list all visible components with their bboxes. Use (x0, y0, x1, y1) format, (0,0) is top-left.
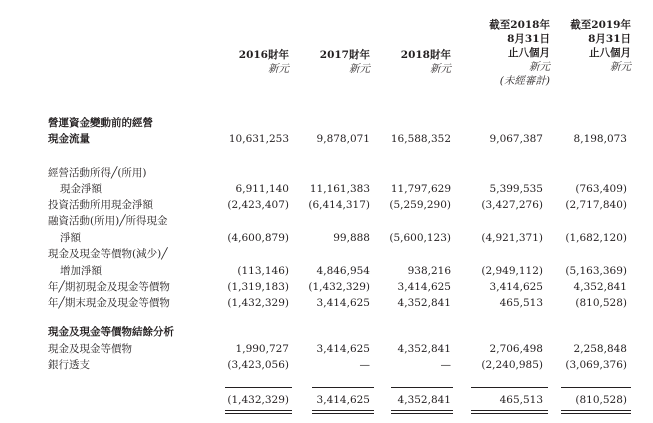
value: (5,259,290) (389, 199, 451, 211)
rule-top-col5 (561, 387, 631, 388)
value: (1,319,183) (227, 281, 289, 293)
rule-bottom-col5-b (561, 413, 631, 414)
value: (810,528) (575, 394, 627, 406)
rule-top-col3 (391, 387, 453, 388)
pre-wc-row: 現金流量 10,631,253 9,878,071 16,588,352 9,067,387 8,198,073 (48, 133, 627, 145)
value: 938,216 (407, 265, 451, 277)
value: 4,352,841 (397, 394, 451, 406)
value: (2,717,840) (565, 199, 627, 211)
rule-top-col4 (471, 387, 548, 388)
value: 3,414,625 (316, 394, 370, 406)
total-row (0, 393, 653, 408)
op-row: 現金淨額 6,911,140 11,161,383 11,797,629 5,399,535 (763,409) (60, 183, 627, 195)
rule-bottom-col4-b (471, 413, 548, 414)
fin-heading: 融資活動(所用)╱所得現金 (48, 215, 168, 227)
overdraft-row: 銀行透支 (3,423,056) — — (2,240,985) (3,069,376) (48, 359, 627, 371)
value: 2,258,848 (573, 343, 627, 355)
rule-bottom-col1-a (225, 410, 292, 411)
value: (1,432,329) (227, 394, 289, 406)
inv-row: 投資活動所用現金淨額 (2,423,407) (6,414,317) (5,259,290) (3,427,276) (2,717,840) (48, 199, 627, 211)
begin-row: 年╱期初現金及現金等價物 (1,319,183) (1,432,329) 3,414,625 3,414,625 4,352,841 (48, 281, 627, 293)
rule-bottom-col5-a (561, 410, 631, 411)
value: (5,600,123) (389, 232, 451, 244)
fin-row: 淨額 (4,600,879) 99,888 (5,600,123) (4,921,371) (1,682,120) (60, 232, 627, 244)
value: 11,797,629 (390, 183, 451, 195)
rule-top-col2 (312, 387, 374, 388)
value: (810,528) (575, 297, 627, 309)
value: 16,588,352 (390, 133, 451, 145)
header-2016: 2016財年 新元 (238, 49, 289, 75)
value: 465,513 (499, 394, 543, 406)
header-2017: 2017財年 新元 (319, 49, 370, 75)
value: (4,921,371) (481, 232, 543, 244)
pre-wc-heading: 營運資金變動前的經營 (48, 117, 153, 129)
header-2018: 2018財年 新元 (400, 49, 451, 75)
value: (1,432,329) (227, 297, 289, 309)
rule-bottom-col2-a (312, 410, 374, 411)
header-8m-2018: 截至2018年 8月31日 止八個月 新元 (未經審計) (489, 19, 550, 87)
value: 3,414,625 (489, 281, 543, 293)
value: 5,399,535 (489, 183, 543, 195)
value: 11,161,383 (309, 183, 370, 195)
rule-bottom-col3-a (391, 410, 453, 411)
value: (2,949,112) (481, 265, 543, 277)
op-heading: 經營活動所得╱(所用) (48, 167, 147, 179)
value: 2,706,498 (489, 343, 543, 355)
value: (2,423,407) (227, 199, 289, 211)
value: 1,990,727 (235, 343, 289, 355)
value: 6,911,140 (235, 183, 289, 195)
value: (3,069,376) (565, 359, 627, 371)
net-row: 增加淨額 (113,146) 4,846,954 938,216 (2,949,112) (5,163,369) (60, 265, 627, 277)
value: (6,414,317) (308, 199, 370, 211)
end-row: 年╱期末現金及現金等價物 (1,432,329) 3,414,625 4,352,841 465,513 (810,528) (48, 297, 627, 309)
value: 3,414,625 (397, 281, 451, 293)
value: 8,198,073 (573, 133, 627, 145)
header-8m-2019: 截至2019年 8月31日 止八個月 新元 (570, 19, 631, 73)
value: 10,631,253 (228, 133, 289, 145)
value: 9,878,071 (316, 133, 370, 145)
value: — (359, 359, 370, 371)
value: 4,846,954 (316, 265, 370, 277)
rule-bottom-col2-b (312, 413, 374, 414)
value: 3,414,625 (316, 297, 370, 309)
analysis-heading: 現金及現金等價物結餘分析 (48, 326, 174, 338)
value: 4,352,841 (573, 281, 627, 293)
value: 4,352,841 (397, 343, 451, 355)
rule-bottom-col1-b (225, 413, 292, 414)
value: (5,163,369) (565, 265, 627, 277)
value: (113,146) (237, 265, 289, 277)
rule-bottom-col4-a (471, 410, 548, 411)
value: 99,888 (333, 232, 370, 244)
value: 465,513 (499, 297, 543, 309)
value: (1,432,329) (308, 281, 370, 293)
value: 9,067,387 (489, 133, 543, 145)
rule-bottom-col3-b (391, 413, 453, 414)
value: (3,427,276) (481, 199, 543, 211)
value: 3,414,625 (316, 343, 370, 355)
value: (763,409) (575, 183, 627, 195)
value: (3,423,056) (227, 359, 289, 371)
value: (1,682,120) (565, 232, 627, 244)
cash-row: 現金及現金等價物 1,990,727 3,414,625 4,352,841 2,706,498 2,258,848 (48, 343, 627, 355)
value: (4,600,879) (227, 232, 289, 244)
value: 4,352,841 (397, 297, 451, 309)
value: — (440, 359, 451, 371)
net-heading: 現金及現金等價物(減少)╱ (48, 248, 168, 260)
value: (2,240,985) (481, 359, 543, 371)
rule-top-col1 (225, 387, 292, 388)
